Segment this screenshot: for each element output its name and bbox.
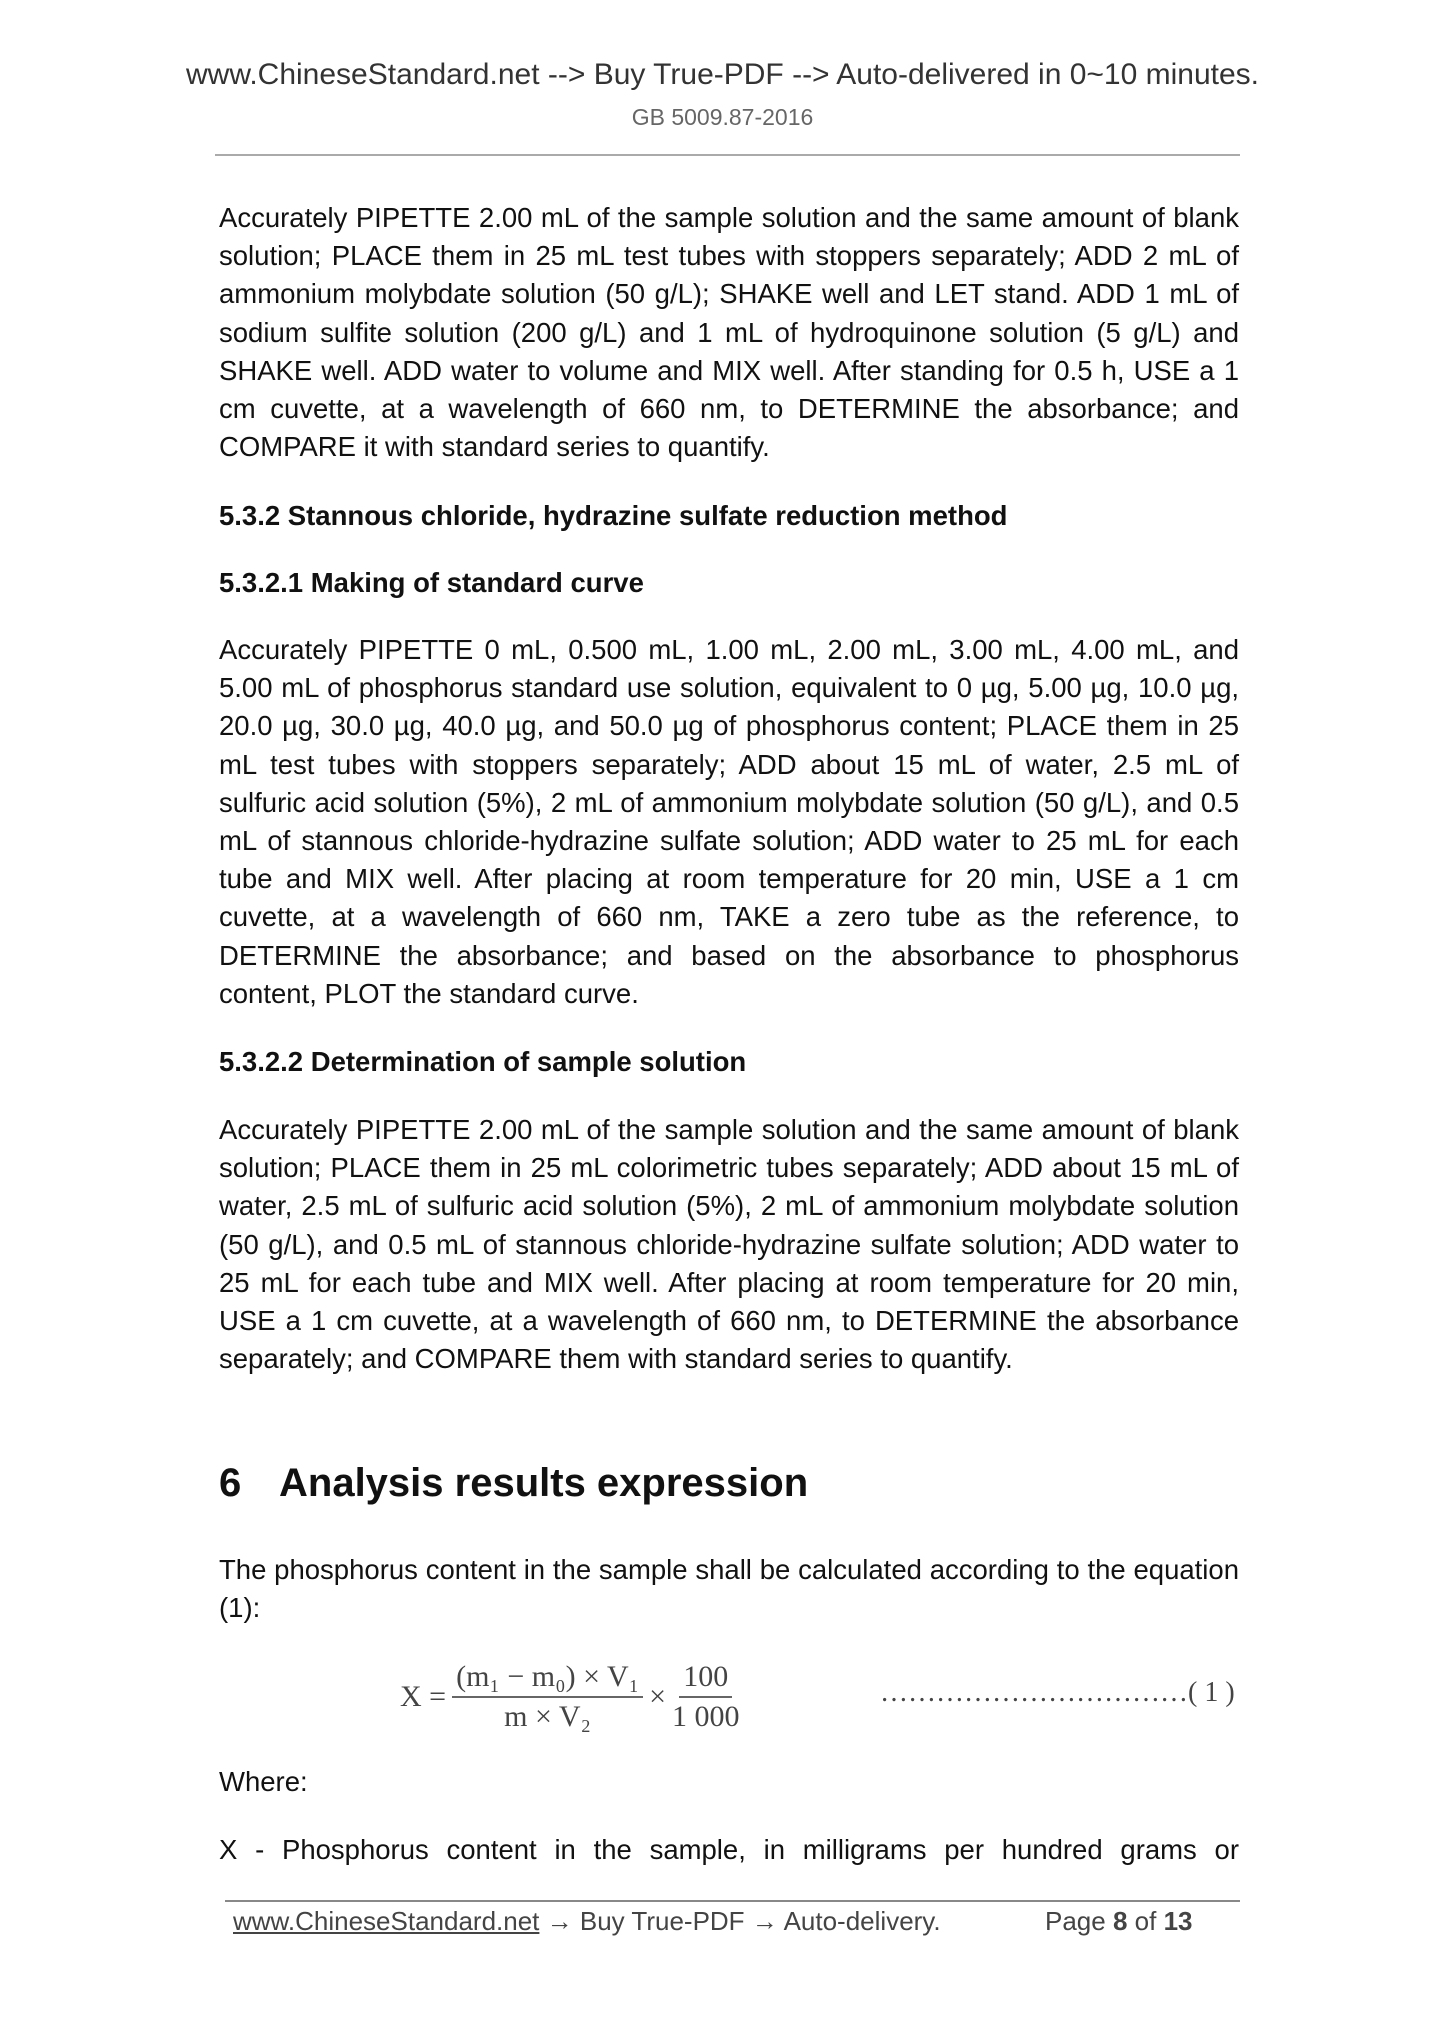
denominator: 1 000	[672, 1700, 740, 1733]
numerator: 100	[679, 1660, 732, 1698]
fraction	[452, 1660, 643, 1734]
leader-dots: ……………………………	[880, 1677, 1188, 1708]
page-indicator	[1045, 1906, 1193, 1937]
footer-link[interactable]: www.ChineseStandard.net	[233, 1906, 540, 1936]
page-total: 13	[1163, 1906, 1193, 1936]
footer-text	[233, 1906, 941, 1937]
paragraph: Accurately PIPETTE 2.00 mL of the sample solution and the same amount of blank solution; PLACE them in 25 mL test tubes with stoppers separately; ADD 2 mL of ammonium molybdate solution (50 g/L); SHAKE well and LET stand. ADD 1 mL of sodium sulfite solution (200 g/L) and 1 mL of hydroquinone solution (5 g/L) and SHAKE well. ADD water to volume and MIX well. After standing for 0.5 h, USE a 1 cm cuvette, at a wavelength of 660 nm, to DETERMINE the absorbance; and COMPARE it with standard series to quantify.	[219, 202, 1239, 463]
standard-number: GB 5009.87-2016	[631, 104, 814, 130]
times-sign: ×	[649, 1680, 667, 1713]
where-label: Where:	[219, 1766, 308, 1797]
chapter-number: 6	[219, 1461, 242, 1505]
footer-tagline: → Buy True-PDF → Auto-delivery.	[539, 1906, 941, 1936]
numerator: (m₁ − m₀) × V₁	[452, 1660, 643, 1698]
section-heading: 5.3.2.2 Determination of sample solution	[219, 1046, 747, 1077]
paragraph: Accurately PIPETTE 0 mL, 0.500 mL, 1.00 mL, 2.00 mL, 3.00 mL, 4.00 mL, and 5.00 mL of phosphorus standard use solution, equivalent to 0 µg, 5.00 µg, 10.0 µg, 20.0 µg, 30.0 µg, 40.0 µg, and 50.0 µg of phosphorus content; PLACE them in 25 mL test tubes with stoppers separately; ADD about 15 mL of water, 2.5 mL of sulfuric acid solution (5%), 2 mL of ammonium molybdate solution (50 g/L), and 0.5 mL of stannous chloride-hydrazine sulfate solution; ADD water to 25 mL for each tube and MIX well. After placing at room temperature for 20 min, USE a 1 cm cuvette, at a wavelength of 660 nm, TAKE a zero tube as the reference, to DETERMINE the absorbance; and based on the absorbance to phosphorus content, PLOT the standard curve.	[219, 634, 1239, 1009]
paragraph: The phosphorus content in the sample shall be calculated according to the equation (1):	[219, 1554, 1239, 1624]
paragraph: Accurately PIPETTE 2.00 mL of the sample solution and the same amount of blank solution; PLACE them in 25 mL colorimetric tubes separately; ADD about 15 mL of water, 2.5 mL of sulfuric acid solution (5%), 2 mL of ammonium molybdate solution (50 g/L), and 0.5 mL of stannous chloride-hydrazine sulfate solution; ADD water to 25 mL for each tube and MIX well. After placing at room temperature for 20 min, USE a 1 cm cuvette, at a wavelength of 660 nm, to DETERMINE the absorbance separately; and COMPARE them with standard series to quantify.	[219, 1114, 1239, 1375]
of-label: of	[1134, 1906, 1157, 1936]
header-divider	[215, 154, 1240, 156]
fraction	[672, 1660, 740, 1734]
equation-lhs: X =	[400, 1680, 447, 1713]
definition-x: X - Phosphorus content in the sample, in milligrams per hundred grams or	[219, 1834, 1239, 1865]
page-number: 8	[1112, 1906, 1128, 1936]
header-banner: www.ChineseStandard.net --> Buy True-PDF --> Auto-delivered in 0~10 minutes.	[185, 58, 1260, 91]
page-label: Page	[1045, 1906, 1106, 1936]
denominator: m × V₂	[504, 1700, 592, 1733]
equation-number-line	[880, 1677, 1235, 1709]
section-heading: 5.3.2.1 Making of standard curve	[219, 567, 644, 598]
section-heading: 5.3.2 Stannous chloride, hydrazine sulfate reduction method	[219, 500, 1008, 531]
footer-divider	[225, 1900, 1240, 1902]
chapter-heading	[219, 1459, 1239, 1507]
equation	[400, 1660, 746, 1734]
chapter-title: Analysis results expression	[279, 1461, 809, 1505]
equation-number: ( 1 )	[1188, 1677, 1235, 1708]
